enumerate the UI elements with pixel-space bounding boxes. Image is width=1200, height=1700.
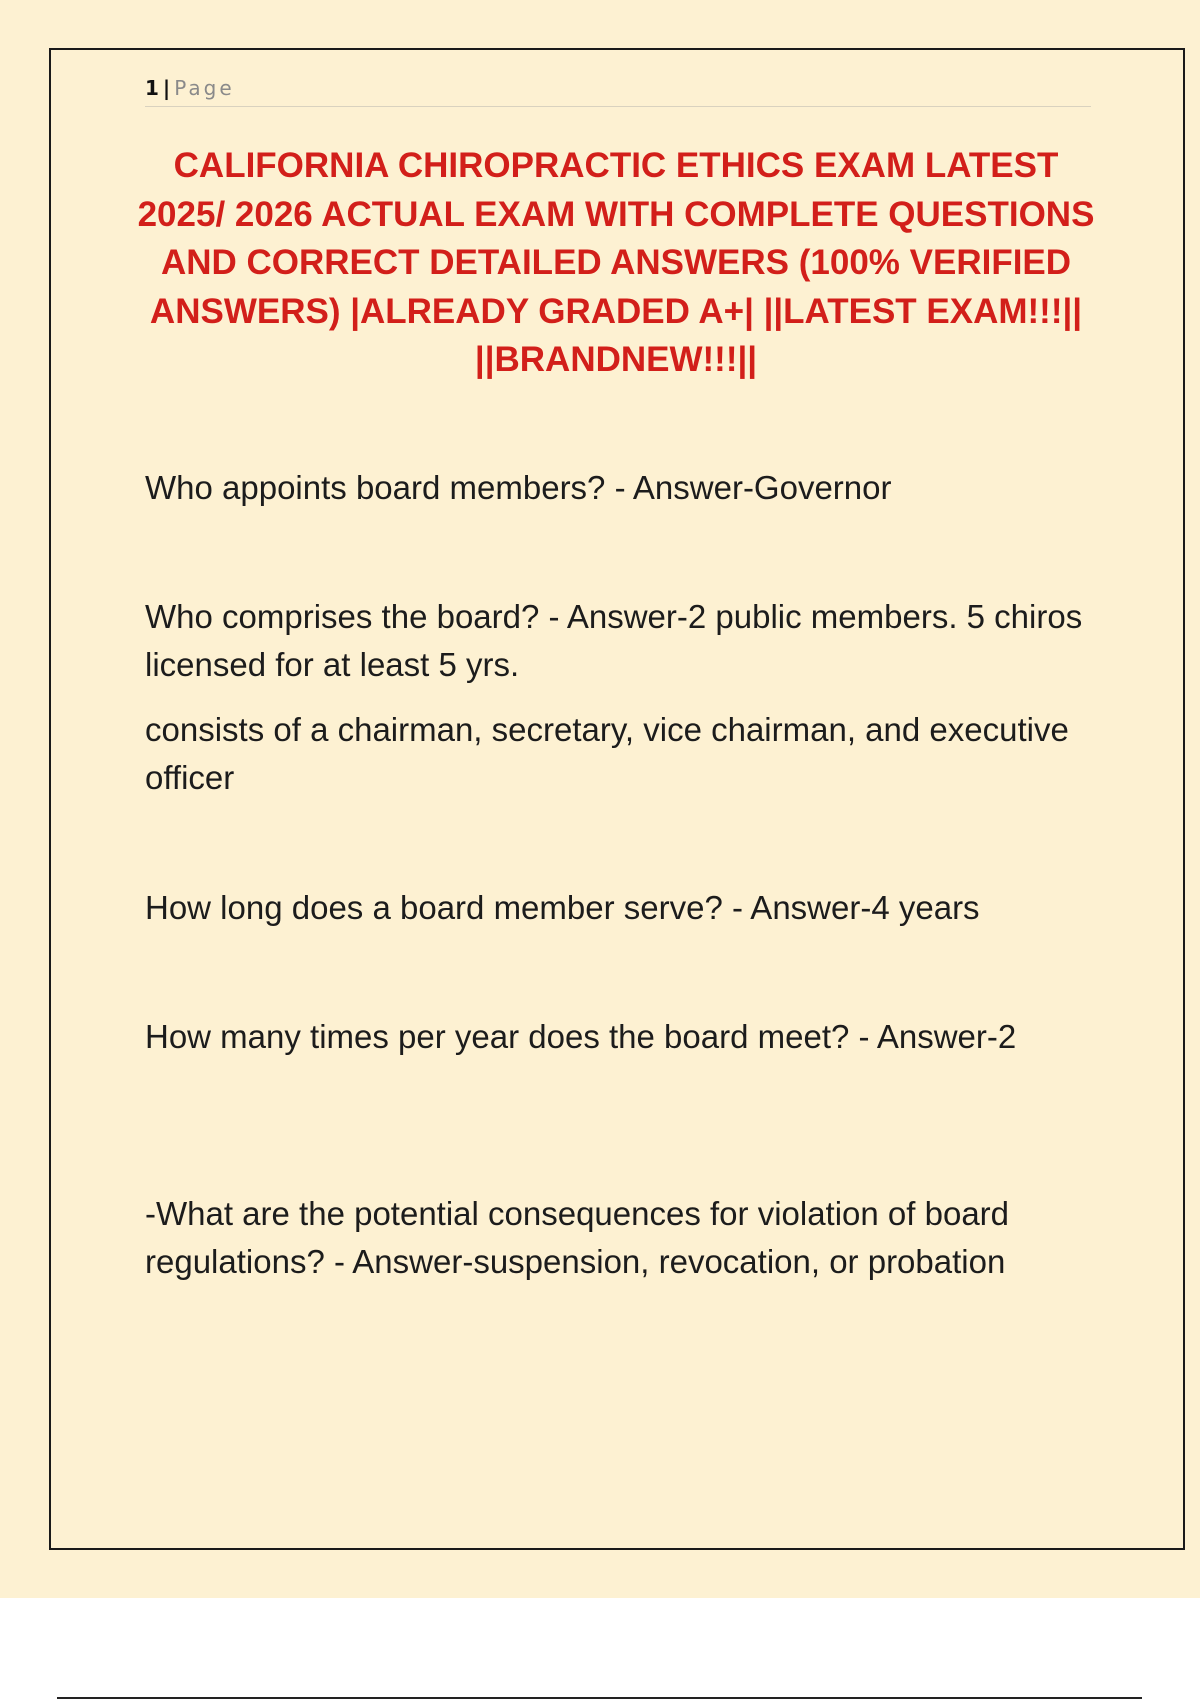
qa-item-2: Who comprises the board? - Answer-2 public members. 5 chiros licensed for at least 5 yrs. bbox=[145, 598, 1083, 683]
qa-item-2-continuation: consists of a chairman, secretary, vice chairman, and executive officer bbox=[145, 711, 1069, 796]
page-label: Page bbox=[174, 76, 235, 100]
qa-item-3: How long does a board member serve? - Answer-4 years bbox=[145, 889, 980, 926]
bottom-divider bbox=[57, 1697, 1142, 1699]
page-header-separator: | bbox=[162, 76, 171, 100]
qa-item-5: -What are the potential consequences for violation of board regulations? - Answer-suspension, revocation, or probation bbox=[145, 1195, 1010, 1280]
qa-item-4: How many times per year does the board meet? - Answer-2 bbox=[145, 1018, 1017, 1055]
qa-item-1: Who appoints board members? - Answer-Governor bbox=[145, 469, 892, 506]
page-header bbox=[145, 74, 1091, 107]
page-number: 1 bbox=[145, 76, 159, 100]
document-title: CALIFORNIA CHIROPRACTIC ETHICS EXAM LATEST 2025/ 2026 ACTUAL EXAM WITH COMPLETE QUESTIONS AND CORRECT DETAILED ANSWERS (100% VERIFIED ANSWERS) |ALREADY GRADED A+| ||LATEST EXAM!!!|| ||BRANDNEW!!!|| bbox=[137, 146, 1095, 379]
